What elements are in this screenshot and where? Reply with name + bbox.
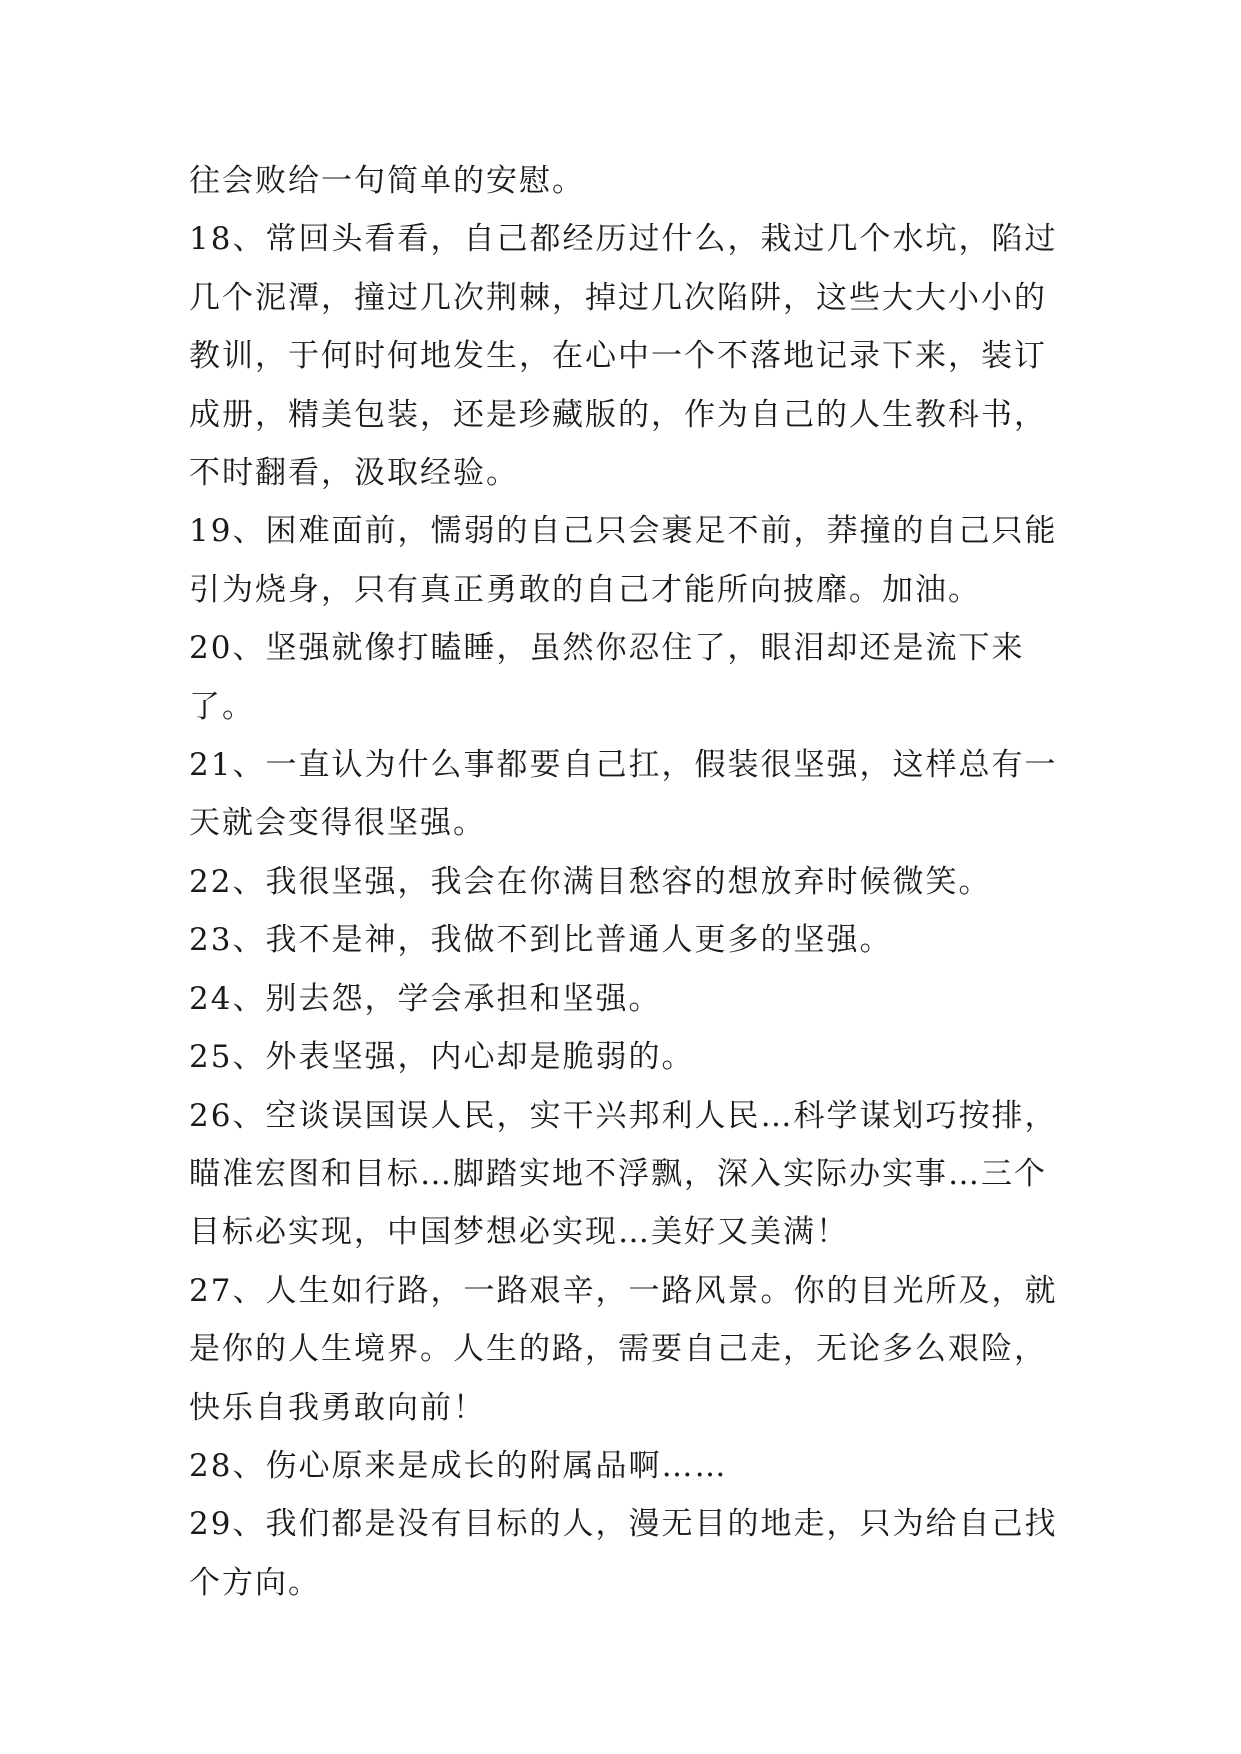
paragraph-21: 21、一直认为什么事都要自己扛，假装很坚强，这样总有一天就会变得很坚强。 — [189, 747, 1058, 842]
paragraph-24: 24、别去怨，学会承担和坚强。 — [189, 980, 662, 1017]
paragraph-19: 19、困难面前，懦弱的自己只会裹足不前，莽撞的自己只能引为烧身，只有真正勇敢的自己才能所向披靡。加油。 — [189, 513, 1058, 608]
paragraph-continuation: 往会败给一句简单的安慰。 — [189, 163, 585, 199]
body-text — [189, 152, 1059, 1612]
paragraph-18: 18、常回头看看，自己都经历过什么，栽过几个水坑，陷过几个泥潭，撞过几次荆棘，掉过几次陷阱，这些大大小小的教训，于何时何地发生，在心中一个不落地记录下来，装订成册，精美包装，还是珍藏版的，作为自己的人生教科书，不时翻看，汲取经验。 — [189, 221, 1058, 492]
paragraph-26: 26、空谈误国误人民，实干兴邦利人民…科学谋划巧按排，瞄准宏图和目标…脚踏实地不浮飘，深入实际办实事…三个目标必实现，中国梦想必实现…美好又美满！ — [189, 1097, 1058, 1251]
paragraph-29: 29、我们都是没有目标的人，漫无目的地走，只为给自己找个方向。 — [189, 1506, 1058, 1601]
paragraph-22: 22、我很坚强，我会在你满目愁容的想放弃时候微笑。 — [189, 863, 992, 900]
paragraph-20: 20、坚强就像打瞌睡，虽然你忍住了，眼泪却还是流下来了。 — [189, 630, 1025, 725]
paragraph-23: 23、我不是神，我做不到比普通人更多的坚强。 — [189, 922, 893, 959]
paragraph-28: 28、伤心原来是成长的附属品啊…… — [189, 1447, 728, 1484]
paragraph-27: 27、人生如行路，一路艰辛，一路风景。你的目光所及，就是你的人生境界。人生的路，需要自己走，无论多么艰险，快乐自我勇敢向前！ — [189, 1272, 1058, 1426]
paragraph-25: 25、外表坚强，内心却是脆弱的。 — [189, 1039, 695, 1076]
